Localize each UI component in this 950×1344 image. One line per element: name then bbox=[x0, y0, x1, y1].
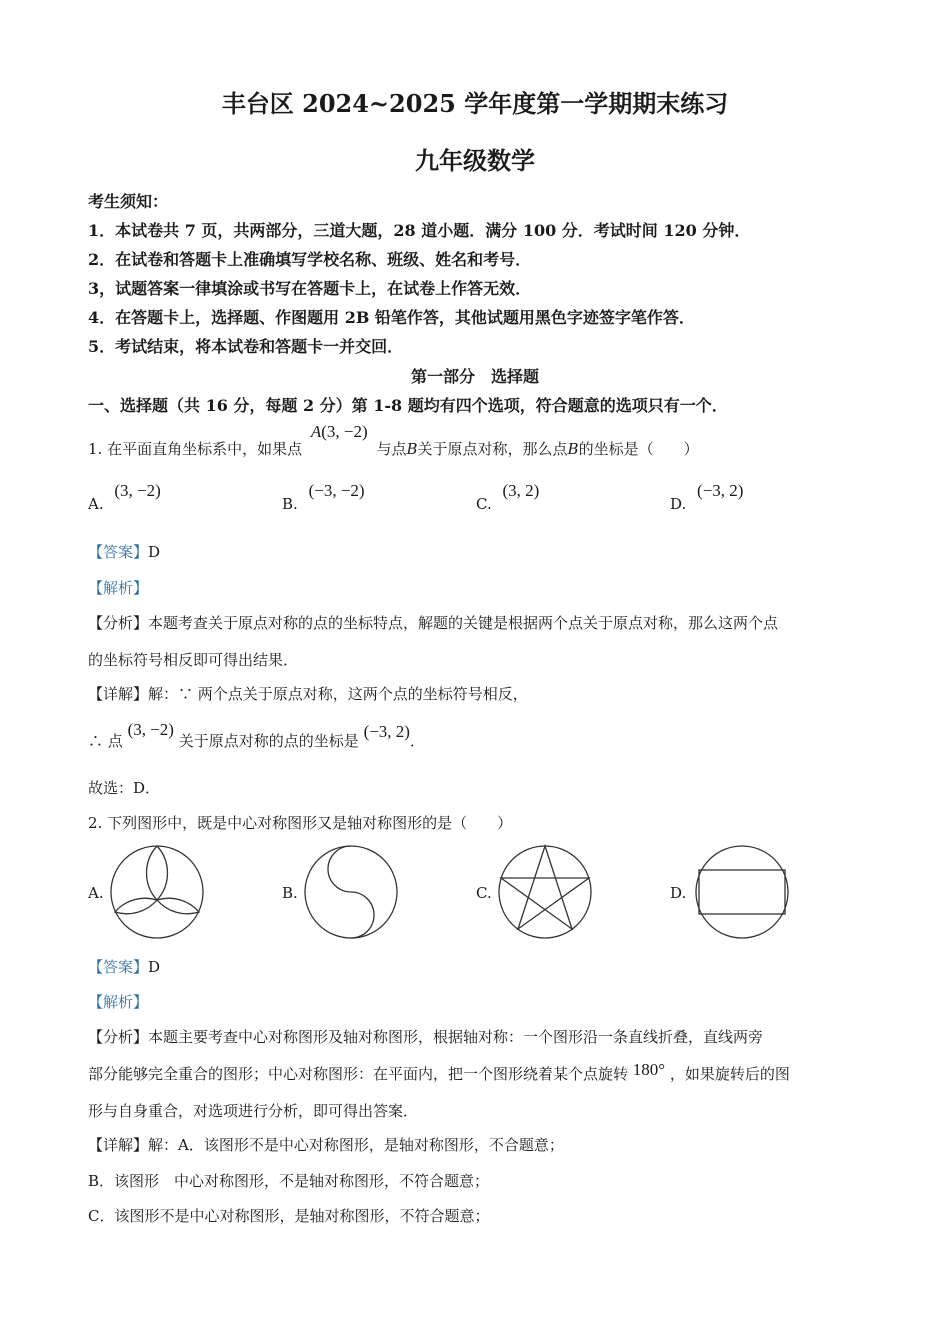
notice-item: 5．考试结束，将本试卷和答题卡一并交回． bbox=[88, 337, 404, 356]
q2-option-c-label: C. bbox=[476, 884, 492, 902]
q1-answer: 【答案】D bbox=[88, 543, 161, 561]
q2-option-b-label: B. bbox=[282, 884, 298, 902]
notice-item: 3，试题答案一律填涂或书写在答题卡上，在试卷上作答无效． bbox=[88, 279, 532, 298]
notice-item: 2．在试卷和答题卡上准确填写学校名称、班级、姓名和考号． bbox=[88, 250, 532, 269]
q2-fenxi-cont: 部分能够完全重合的图形；中心对称图形：在平面内，把一个图形绕着某个点旋转 180° ，如果旋转后的图 bbox=[88, 1060, 790, 1083]
part-heading: 第一部分 选择题 bbox=[410, 367, 539, 386]
q2-figure-a bbox=[107, 842, 207, 942]
q2-figure-c bbox=[495, 842, 595, 942]
q1-conclusion: 故选：D． bbox=[88, 779, 161, 797]
q1-option-b: B. (−3, −2) bbox=[282, 481, 365, 513]
exam-title: 丰台区 2024~2025 学年度第一学期期末练习 bbox=[221, 89, 729, 118]
q2-option-a-label: A. bbox=[88, 884, 104, 902]
q1-fenxi-cont: 的坐标符号相反即可得出结果． bbox=[88, 651, 299, 669]
q1-option-a: A. (3, −2) bbox=[88, 481, 161, 513]
q1-option-c: C. (3, 2) bbox=[476, 481, 540, 513]
notice-heading: 考生须知： bbox=[88, 192, 169, 211]
q2-answer: 【答案】D bbox=[88, 958, 161, 976]
q2-figure-d bbox=[692, 842, 792, 942]
q2-fenxi: 【分析】本题主要考查中心对称图形及轴对称图形，根据轴对称：一个图形沿一条直线折叠，直线两旁 bbox=[88, 1028, 764, 1046]
q2-option-d-label: D. bbox=[670, 884, 687, 902]
q1-detail: 【详解】解：∵ 两个点关于原点对称，这两个点的坐标符号相反， bbox=[88, 685, 528, 703]
q1-fenxi: 【分析】本题考查关于原点对称的点的坐标特点，解题的关键是根据两个点关于原点对称，那么这两个点 bbox=[88, 614, 779, 632]
q2-detail-cont: B．该图形 中心对称图形，不是轴对称图形，不符合题意； bbox=[88, 1172, 490, 1190]
q2-stem: 2. 下列图形中，既是中心对称图形又是轴对称图形的是（ ） bbox=[88, 814, 513, 832]
q2-figure-b bbox=[301, 842, 401, 942]
q2-detail: 【详解】解：A．该图形不是中心对称图形，是轴对称图形，不合题意； bbox=[88, 1136, 564, 1154]
q1-option-d: D. (−3, 2) bbox=[670, 481, 744, 513]
q1-detail-cont: ∴ 点 (3, −2) 关于原点对称的点的坐标是 (−3, 2)． bbox=[88, 720, 425, 750]
section-heading: 一、选择题（共 16 分，每题 2 分）第 1-8 题均有四个选项，符合题意的选项只有一个． bbox=[88, 396, 728, 415]
exam-subtitle: 九年级数学 bbox=[415, 146, 535, 175]
q2-analysis-tag: 【解析】 bbox=[88, 993, 149, 1011]
q1-stem: 1. 在平面直角坐标系中，如果点 A(3, −2) 与点B关于原点对称，那么点B的坐标是（ ） bbox=[88, 422, 699, 458]
q2-fenxi-cont: 形与自身重合，对选项进行分析，即可得出答案． bbox=[88, 1102, 419, 1120]
notice-item: 1．本试卷共 7 页，共两部分，三道大题，28 道小题．满分 100 分．考试时间 120 分钟． bbox=[88, 221, 751, 240]
q2-detail-cont: C．该图形不是中心对称图形，是轴对称图形，不符合题意； bbox=[88, 1207, 490, 1225]
notice-item: 4．在答题卡上，选择题、作图题用 2B 铅笔作答，其他试题用黑色字迹签字笔作答． bbox=[88, 308, 695, 327]
q1-analysis-tag: 【解析】 bbox=[88, 579, 149, 597]
